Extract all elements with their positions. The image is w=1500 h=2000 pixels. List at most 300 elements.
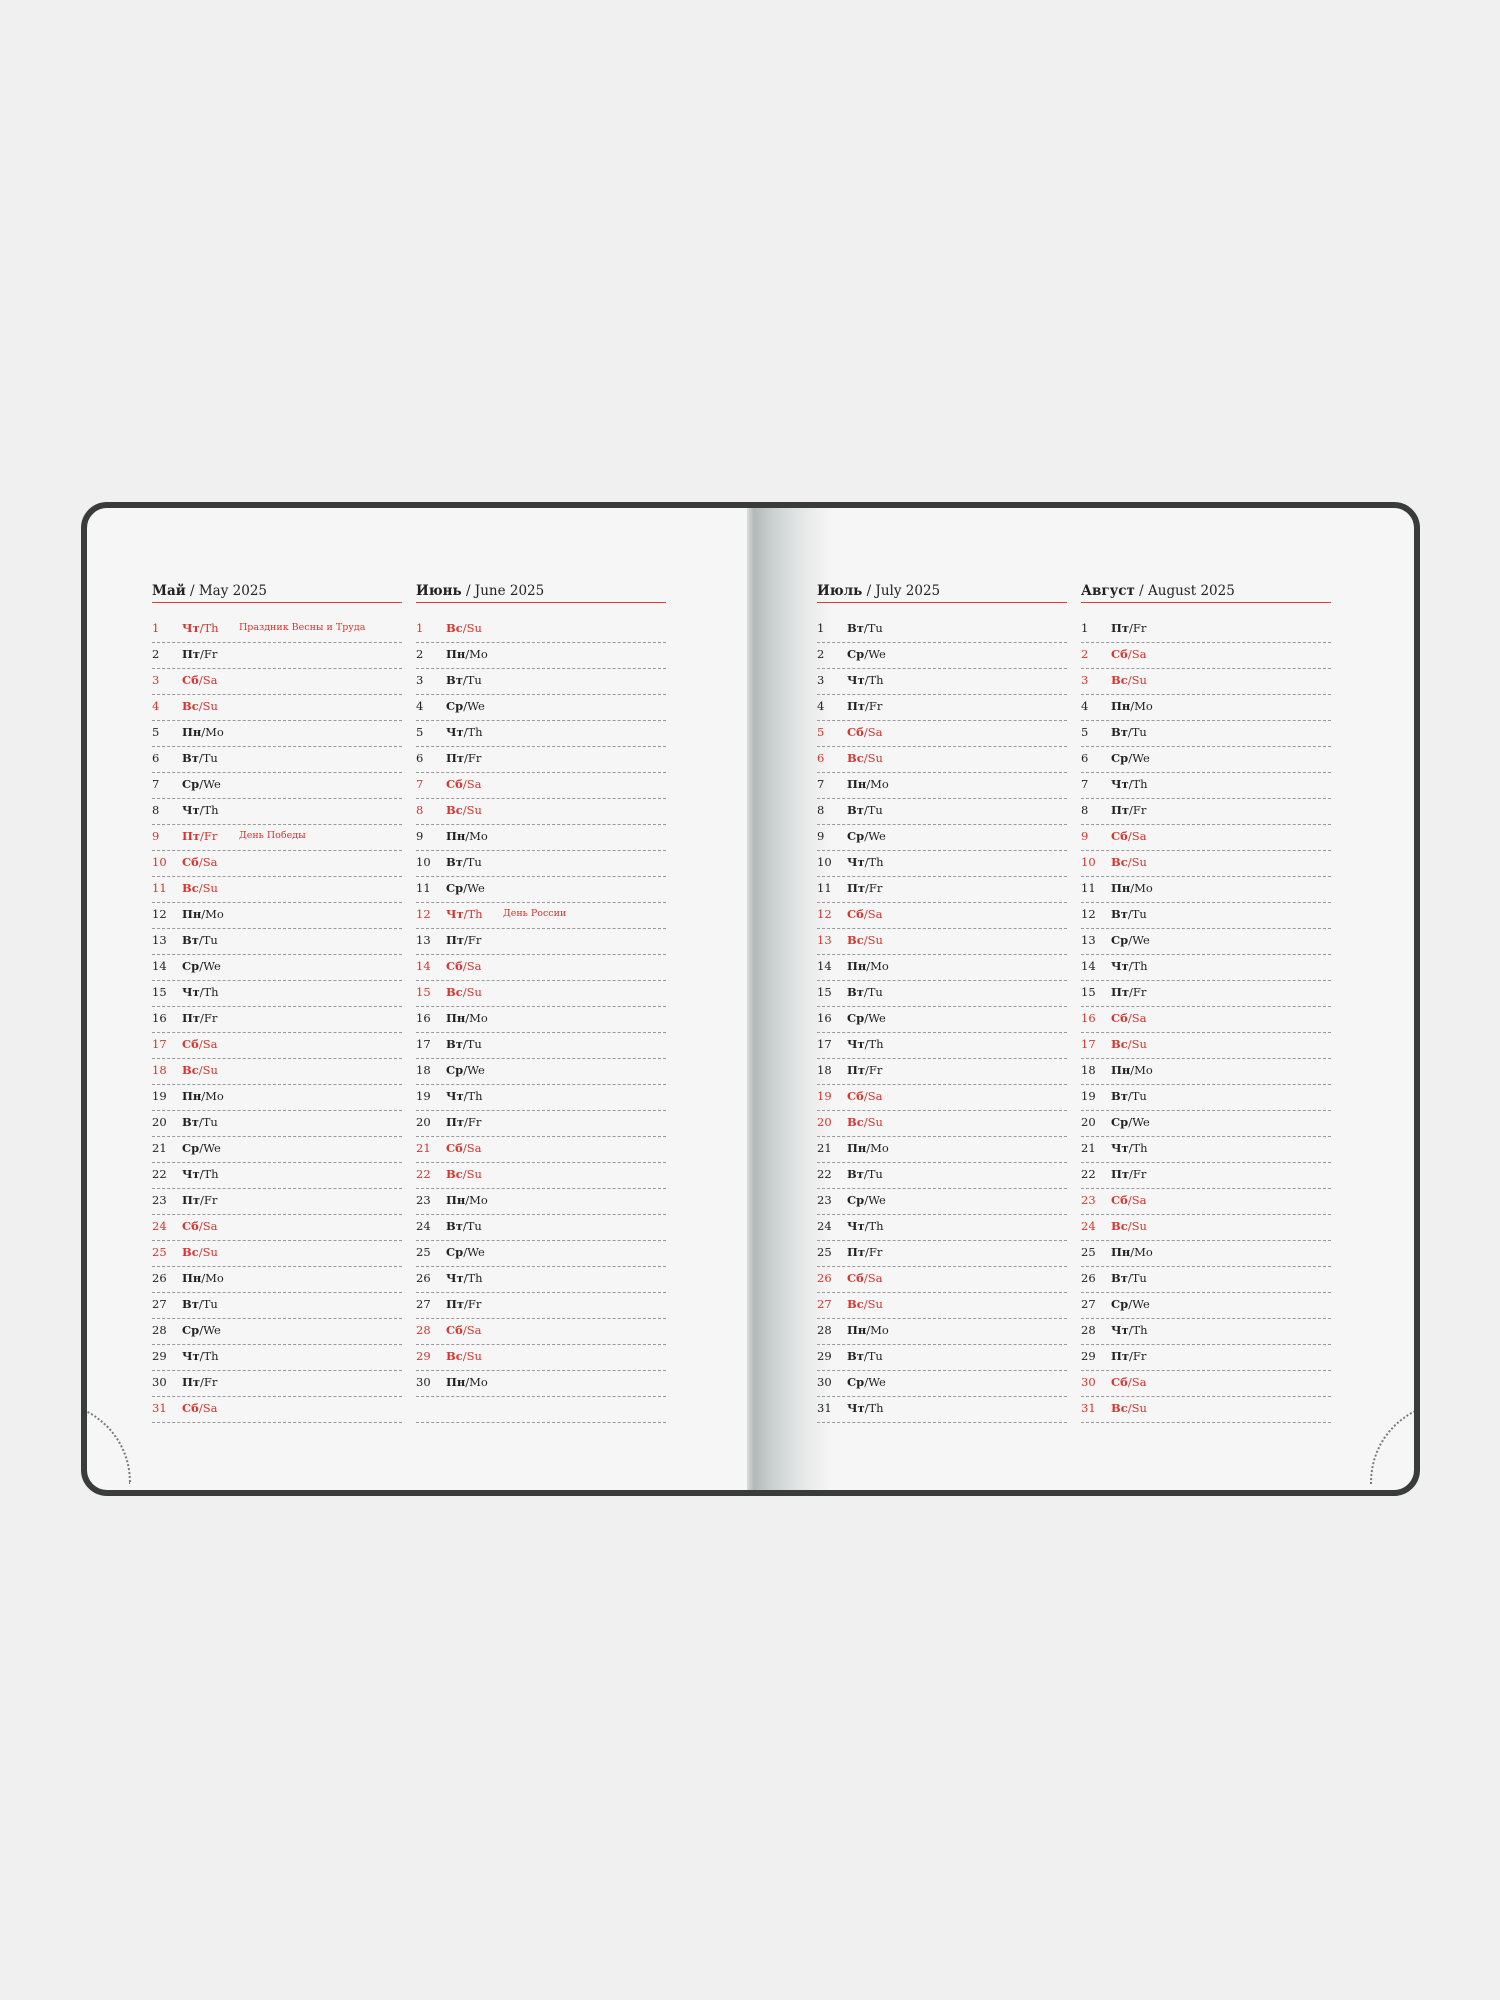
day-row <box>416 747 666 773</box>
weekday <box>847 855 884 869</box>
weekday <box>446 621 482 635</box>
day-row <box>416 1319 666 1345</box>
day-number: 12 <box>152 907 167 921</box>
weekday-ru: Чт <box>847 1219 865 1233</box>
day-row <box>152 1033 402 1059</box>
weekday-en: /Fr <box>865 1245 883 1259</box>
day-row <box>416 617 666 643</box>
weekday <box>182 1375 217 1389</box>
weekday <box>847 1323 889 1337</box>
weekday-en: /Th <box>864 1037 884 1051</box>
weekday-ru: Вт <box>446 1219 463 1233</box>
day-number: 14 <box>152 959 167 973</box>
weekday-ru: Вс <box>446 1349 463 1363</box>
day-row <box>817 825 1067 851</box>
weekday-ru: Ср <box>1111 1297 1129 1311</box>
day-number: 13 <box>416 933 431 947</box>
weekday <box>182 959 221 973</box>
weekday-en: /Th <box>1128 777 1148 791</box>
weekday-ru: Пт <box>1111 803 1129 817</box>
weekday-en: /Su <box>1127 1219 1147 1233</box>
month-august <box>1081 582 1331 1423</box>
day-number: 13 <box>152 933 167 947</box>
day-row <box>152 1293 402 1319</box>
month-header <box>152 582 402 603</box>
weekday <box>1111 1167 1146 1181</box>
day-number: 1 <box>1081 621 1089 635</box>
weekday-ru: Вс <box>1111 1037 1128 1051</box>
weekday-en: /Mo <box>1130 1063 1153 1077</box>
weekday-ru: Чт <box>1111 1323 1129 1337</box>
weekday <box>847 907 882 921</box>
weekday <box>446 1349 482 1363</box>
weekday-en: /Fr <box>1129 985 1147 999</box>
weekday <box>446 647 488 661</box>
weekday-ru: Сб <box>1111 647 1128 661</box>
weekday-ru: Вт <box>1111 1089 1128 1103</box>
day-number: 20 <box>1081 1115 1096 1129</box>
day-number: 18 <box>817 1063 832 1077</box>
weekday <box>847 1245 882 1259</box>
weekday-en: /Sa <box>863 725 883 739</box>
weekday-ru: Сб <box>182 673 199 687</box>
month-separator: / <box>461 583 475 599</box>
weekday <box>182 829 217 843</box>
day-number: 6 <box>1081 751 1089 765</box>
day-row <box>1081 1111 1331 1137</box>
weekday-ru: Вс <box>446 1167 463 1181</box>
weekday <box>446 959 481 973</box>
weekday-en: /Su <box>863 1115 883 1129</box>
weekday-en: /Su <box>198 699 218 713</box>
day-row <box>1081 643 1331 669</box>
day-number: 6 <box>817 751 825 765</box>
weekday-en: /Fr <box>865 699 883 713</box>
month-name-ru: Май <box>152 583 186 599</box>
weekday-ru: Чт <box>847 673 865 687</box>
day-number: 4 <box>1081 699 1089 713</box>
weekday <box>1111 933 1150 947</box>
day-row <box>416 1267 666 1293</box>
weekday-ru: Ср <box>847 1011 865 1025</box>
weekday <box>1111 1349 1146 1363</box>
day-row <box>416 1033 666 1059</box>
day-number: 15 <box>152 985 167 999</box>
day-number: 16 <box>152 1011 167 1025</box>
weekday <box>847 647 886 661</box>
day-row <box>1081 1215 1331 1241</box>
weekday-ru: Пн <box>847 959 867 973</box>
weekday-ru: Ср <box>182 959 200 973</box>
day-row <box>817 643 1067 669</box>
day-row <box>817 1085 1067 1111</box>
weekday-en: /We <box>1128 751 1150 765</box>
day-number: 28 <box>152 1323 167 1337</box>
day-row <box>152 773 402 799</box>
weekday-ru: Чт <box>446 907 464 921</box>
day-row <box>1081 1319 1331 1345</box>
day-number: 8 <box>152 803 160 817</box>
weekday-en: /Tu <box>1127 1089 1147 1103</box>
weekday-ru: Пн <box>182 1271 202 1285</box>
day-number: 6 <box>416 751 424 765</box>
day-row <box>817 955 1067 981</box>
weekday <box>446 855 482 869</box>
weekday-ru: Вс <box>446 985 463 999</box>
day-number: 16 <box>416 1011 431 1025</box>
weekday <box>847 1089 882 1103</box>
day-row <box>1081 1397 1331 1423</box>
day-number: 27 <box>152 1297 167 1311</box>
day-row <box>152 1345 402 1371</box>
day-number: 30 <box>817 1375 832 1389</box>
weekday-en: /Su <box>1127 855 1147 869</box>
weekday-en: /Su <box>462 1167 482 1181</box>
weekday <box>1111 959 1148 973</box>
weekday-ru: Пт <box>446 933 464 947</box>
weekday-en: /Sa <box>198 1401 218 1415</box>
weekday-ru: Сб <box>446 1141 463 1155</box>
day-row <box>152 981 402 1007</box>
weekday <box>182 673 217 687</box>
day-number: 7 <box>817 777 825 791</box>
day-row <box>416 955 666 981</box>
weekday <box>182 621 219 635</box>
day-row <box>152 721 402 747</box>
weekday-en: /Sa <box>198 673 218 687</box>
weekday-en: /Mo <box>465 1011 488 1025</box>
weekday <box>847 1297 883 1311</box>
day-row <box>817 669 1067 695</box>
day-number: 23 <box>152 1193 167 1207</box>
day-number: 21 <box>817 1141 832 1155</box>
day-row <box>1081 981 1331 1007</box>
day-row <box>152 1007 402 1033</box>
day-number: 7 <box>416 777 424 791</box>
weekday-en: /Fr <box>865 881 883 895</box>
weekday-en: /Mo <box>866 959 889 973</box>
day-row <box>817 747 1067 773</box>
weekday <box>847 1349 883 1363</box>
weekday-ru: Вс <box>1111 1219 1128 1233</box>
weekday-en: /Th <box>463 907 483 921</box>
weekday-ru: Сб <box>446 1323 463 1337</box>
weekday-en: /Mo <box>465 647 488 661</box>
weekday-ru: Вт <box>182 1115 199 1129</box>
weekday <box>1111 855 1147 869</box>
weekday-ru: Сб <box>1111 1193 1128 1207</box>
weekday-en: /Th <box>864 855 884 869</box>
weekday-ru: Сб <box>446 959 463 973</box>
weekday-en: /Sa <box>863 1271 883 1285</box>
weekday-en: /Sa <box>1127 829 1147 843</box>
day-row <box>1081 1189 1331 1215</box>
holiday-note: День России <box>503 908 567 919</box>
weekday <box>182 933 218 947</box>
day-number: 21 <box>1081 1141 1096 1155</box>
day-number: 22 <box>152 1167 167 1181</box>
day-number: 25 <box>1081 1245 1096 1259</box>
day-number: 2 <box>152 647 160 661</box>
weekday-ru: Пт <box>182 647 200 661</box>
weekday-ru: Ср <box>182 1141 200 1155</box>
weekday <box>1111 621 1146 635</box>
weekday <box>182 803 219 817</box>
weekday-ru: Сб <box>182 855 199 869</box>
day-row <box>817 1137 1067 1163</box>
weekday-en: /Mo <box>1130 881 1153 895</box>
day-row <box>817 695 1067 721</box>
weekday-ru: Чт <box>182 985 200 999</box>
weekday-en: /Fr <box>200 1011 218 1025</box>
weekday-en: /Fr <box>464 1297 482 1311</box>
weekday-ru: Вт <box>182 751 199 765</box>
day-number: 19 <box>1081 1089 1096 1103</box>
day-number: 19 <box>152 1089 167 1103</box>
weekday-en: /Mo <box>866 1323 889 1337</box>
weekday <box>446 1115 481 1129</box>
weekday <box>446 1297 481 1311</box>
weekday-en: /Mo <box>201 1271 224 1285</box>
month-july <box>817 582 1067 1423</box>
weekday-en: /Tu <box>462 855 482 869</box>
day-number: 9 <box>817 829 825 843</box>
month-header <box>1081 582 1331 603</box>
weekday-ru: Пн <box>182 725 202 739</box>
weekday <box>1111 673 1147 687</box>
weekday-en: /We <box>463 699 485 713</box>
weekday-ru: Чт <box>847 1037 865 1051</box>
day-number: 13 <box>817 933 832 947</box>
weekday <box>446 829 488 843</box>
day-number: 22 <box>1081 1167 1096 1181</box>
weekday <box>446 1011 488 1025</box>
weekday-ru: Пт <box>446 1297 464 1311</box>
weekday-ru: Пн <box>446 1011 466 1025</box>
weekday-ru: Вт <box>1111 725 1128 739</box>
weekday <box>1111 1037 1147 1051</box>
day-number: 17 <box>817 1037 832 1051</box>
weekday <box>182 1349 219 1363</box>
day-number: 14 <box>1081 959 1096 973</box>
weekday-ru: Вт <box>847 803 864 817</box>
day-row <box>1081 1371 1331 1397</box>
day-number: 18 <box>152 1063 167 1077</box>
weekday <box>182 881 218 895</box>
weekday-en: /Su <box>198 1245 218 1259</box>
weekday-ru: Ср <box>446 699 464 713</box>
weekday-en: /Sa <box>198 1219 218 1233</box>
weekday-en: /Fr <box>1129 621 1147 635</box>
weekday <box>847 933 883 947</box>
weekday <box>1111 1063 1153 1077</box>
weekday <box>446 803 482 817</box>
weekday-ru: Пн <box>847 1141 867 1155</box>
day-number: 23 <box>817 1193 832 1207</box>
day-row <box>817 903 1067 929</box>
weekday-ru: Пн <box>1111 1063 1131 1077</box>
weekday <box>182 777 221 791</box>
weekday-ru: Ср <box>446 1245 464 1259</box>
weekday-ru: Пт <box>1111 621 1129 635</box>
weekday-en: /Sa <box>863 907 883 921</box>
weekday-ru: Пн <box>446 1193 466 1207</box>
day-row <box>817 1241 1067 1267</box>
weekday-ru: Вт <box>182 933 199 947</box>
weekday <box>182 1401 217 1415</box>
day-row <box>817 1397 1067 1423</box>
day-row <box>1081 1033 1331 1059</box>
day-row <box>416 773 666 799</box>
weekday-en: /Mo <box>465 1375 488 1389</box>
weekday-ru: Пн <box>182 1089 202 1103</box>
day-row <box>416 721 666 747</box>
day-row <box>1081 1137 1331 1163</box>
weekday-ru: Пн <box>847 777 867 791</box>
day-row <box>817 721 1067 747</box>
weekday-en: /Th <box>463 1089 483 1103</box>
weekday <box>446 1141 481 1155</box>
weekday <box>847 1141 889 1155</box>
weekday-ru: Пт <box>1111 985 1129 999</box>
weekday-ru: Чт <box>182 1349 200 1363</box>
day-number: 5 <box>817 725 825 739</box>
day-row <box>152 825 402 851</box>
weekday <box>1111 1245 1153 1259</box>
weekday-en: /Su <box>462 621 482 635</box>
day-number: 23 <box>1081 1193 1096 1207</box>
weekday-ru: Пн <box>1111 1245 1131 1259</box>
day-row <box>152 1397 402 1423</box>
weekday-ru: Сб <box>182 1219 199 1233</box>
day-number: 15 <box>817 985 832 999</box>
corner-dotted-arc-right <box>1370 1402 1420 1484</box>
weekday <box>847 1219 884 1233</box>
weekday <box>182 907 224 921</box>
weekday-en: /Fr <box>1129 1349 1147 1363</box>
weekday-en: /Tu <box>198 1297 218 1311</box>
day-row <box>817 617 1067 643</box>
day-row <box>416 1345 666 1371</box>
weekday-en: /We <box>463 1245 485 1259</box>
day-row <box>416 669 666 695</box>
day-number: 28 <box>1081 1323 1096 1337</box>
day-number: 23 <box>416 1193 431 1207</box>
day-row <box>416 643 666 669</box>
weekday <box>182 1323 221 1337</box>
month-name-en: August 2025 <box>1148 583 1235 599</box>
day-row <box>152 955 402 981</box>
weekday-en: /We <box>1128 1297 1150 1311</box>
weekday-ru: Сб <box>182 1401 199 1415</box>
day-number: 8 <box>1081 803 1089 817</box>
weekday-ru: Ср <box>847 829 865 843</box>
day-row <box>416 1137 666 1163</box>
weekday-ru: Чт <box>446 1089 464 1103</box>
day-row <box>416 825 666 851</box>
weekday <box>1111 1089 1147 1103</box>
day-row <box>152 747 402 773</box>
weekday-en: /Tu <box>462 673 482 687</box>
day-row <box>152 903 402 929</box>
day-number: 10 <box>817 855 832 869</box>
weekday-ru: Ср <box>847 1193 865 1207</box>
day-row <box>1081 721 1331 747</box>
weekday-en: /Su <box>462 1349 482 1363</box>
weekday-ru: Сб <box>1111 829 1128 843</box>
weekday-ru: Вт <box>847 1167 864 1181</box>
day-number: 1 <box>152 621 160 635</box>
weekday-ru: Вс <box>182 881 199 895</box>
day-number: 9 <box>1081 829 1089 843</box>
day-number: 19 <box>416 1089 431 1103</box>
day-row <box>152 1267 402 1293</box>
weekday <box>446 699 485 713</box>
weekday <box>1111 647 1146 661</box>
weekday <box>847 673 884 687</box>
weekday-ru: Чт <box>1111 1141 1129 1155</box>
day-number: 5 <box>1081 725 1089 739</box>
day-row <box>152 1241 402 1267</box>
day-row <box>416 1163 666 1189</box>
day-row <box>1081 1085 1331 1111</box>
weekday-ru: Ср <box>446 1063 464 1077</box>
day-row <box>1081 1059 1331 1085</box>
day-number: 26 <box>817 1271 832 1285</box>
day-number: 10 <box>1081 855 1096 869</box>
weekday-en: /Th <box>1128 959 1148 973</box>
day-number: 20 <box>817 1115 832 1129</box>
day-number: 25 <box>416 1245 431 1259</box>
day-number: 31 <box>817 1401 832 1415</box>
weekday <box>182 751 218 765</box>
weekday-ru: Вт <box>446 855 463 869</box>
weekday-en: /Tu <box>462 1219 482 1233</box>
weekday-ru: Пт <box>847 881 865 895</box>
weekday <box>1111 1011 1146 1025</box>
weekday <box>446 1323 481 1337</box>
weekday-ru: Вс <box>446 803 463 817</box>
day-row <box>416 1189 666 1215</box>
weekday-ru: Сб <box>847 907 864 921</box>
day-number: 9 <box>416 829 424 843</box>
holiday-note: Праздник Весны и Труда <box>239 622 366 633</box>
weekday <box>1111 751 1150 765</box>
day-number: 14 <box>817 959 832 973</box>
weekday-ru: Сб <box>182 1037 199 1051</box>
weekday-ru: Вс <box>847 1115 864 1129</box>
weekday-en: /Su <box>462 803 482 817</box>
weekday <box>446 1219 482 1233</box>
weekday <box>1111 881 1153 895</box>
weekday <box>847 803 883 817</box>
weekday-ru: Пт <box>847 1063 865 1077</box>
weekday <box>182 1193 217 1207</box>
day-row <box>152 877 402 903</box>
weekday-ru: Вт <box>847 985 864 999</box>
weekday <box>847 621 883 635</box>
day-number: 2 <box>817 647 825 661</box>
day-row <box>817 1189 1067 1215</box>
month-separator: / <box>1134 583 1149 599</box>
weekday-en: /Fr <box>464 1115 482 1129</box>
weekday-ru: Пн <box>847 1323 867 1337</box>
day-number: 29 <box>1081 1349 1096 1363</box>
weekday <box>1111 985 1146 999</box>
weekday <box>847 1037 884 1051</box>
day-number: 28 <box>416 1323 431 1337</box>
day-number: 26 <box>1081 1271 1096 1285</box>
